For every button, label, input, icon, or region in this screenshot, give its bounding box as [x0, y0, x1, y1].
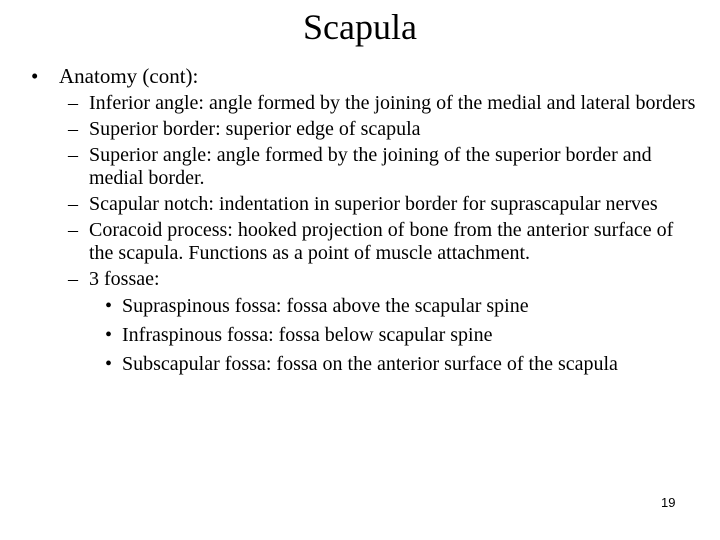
fossae-list [105, 295, 698, 376]
list-item-text: Inferior angle: angle formed by the joining of the medial and lateral borders [89, 92, 696, 114]
fossa-item [105, 295, 642, 318]
main-bullet-text: Anatomy (cont): [59, 64, 199, 88]
fossa-item [105, 324, 642, 347]
list-item-text: Coracoid process: hooked projection of bone from the anterior surface of the scapula. Functions as a point of muscle attachment. [89, 219, 674, 264]
bullet-icon: • [31, 64, 39, 88]
slide-title: Scapula [303, 7, 417, 47]
dash-icon: – [68, 193, 78, 215]
fossa-item-text: Supraspinous fossa: fossa above the scapular spine [122, 295, 529, 317]
dash-icon: – [68, 144, 78, 166]
fossa-item-text: Infraspinous fossa: fossa below scapular spine [122, 324, 493, 346]
main-bullet [31, 64, 691, 88]
dash-icon: – [68, 219, 78, 241]
fossa-item [105, 353, 642, 376]
bullet-icon: • [105, 353, 113, 375]
dash-icon: – [68, 268, 78, 290]
bullet-icon: • [105, 324, 113, 346]
list-item-text: Superior angle: angle formed by the joining of the superior border and medial border. [89, 144, 652, 189]
list-item-text: 3 fossae: [89, 268, 160, 290]
dash-icon: – [68, 92, 78, 114]
page-number: 19 [661, 495, 676, 510]
bullet-icon: • [105, 295, 113, 317]
fossa-item-text: Subscapular fossa: fossa on the anterior surface of the scapula [122, 353, 618, 375]
list-item-text: Superior border: superior edge of scapula [89, 118, 421, 140]
list-item [68, 144, 698, 190]
list-item [68, 219, 698, 265]
list-item-text: Scapular notch: indentation in superior border for suprascapular nerves [89, 193, 658, 215]
list-item [68, 92, 698, 115]
list-item [68, 118, 698, 141]
list-item [68, 268, 698, 376]
dash-icon: – [68, 118, 78, 140]
anatomy-list [68, 92, 698, 382]
list-item [68, 193, 698, 216]
